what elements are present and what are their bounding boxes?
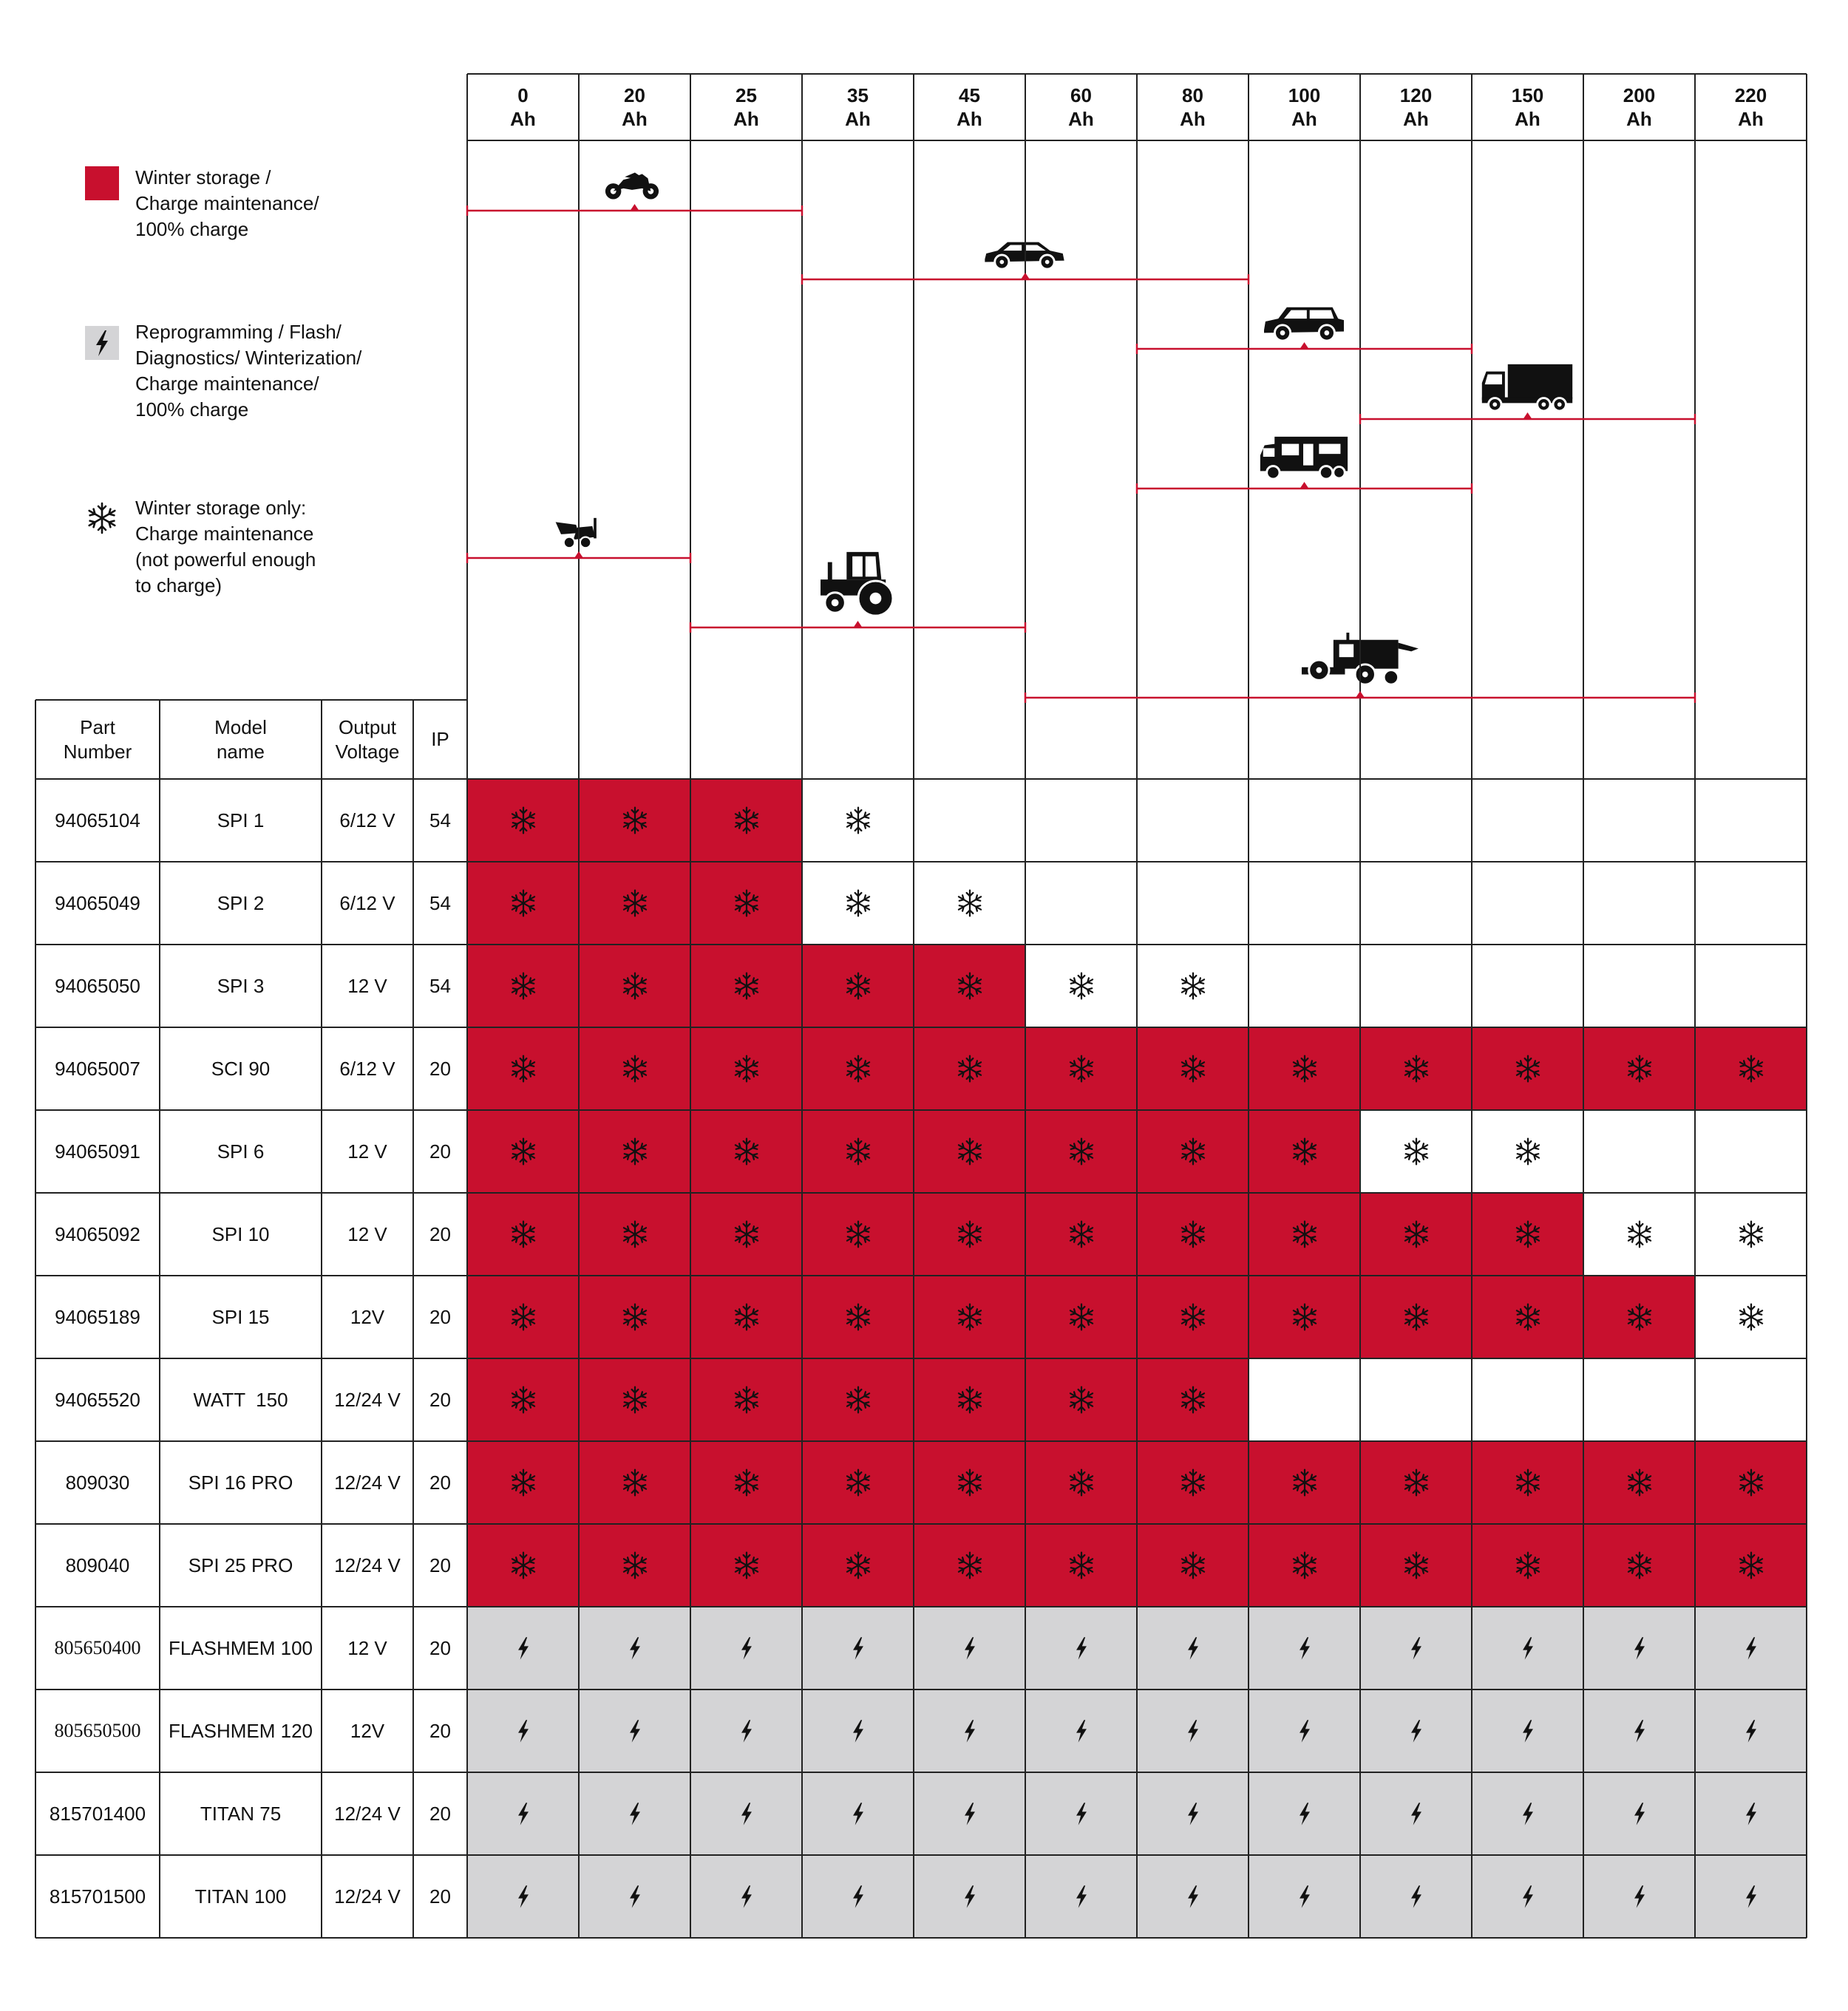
capacity-column-header: 0 Ah	[510, 84, 536, 130]
output-voltage-cell: 6/12 V	[339, 891, 395, 914]
output-voltage-cell: 12 V	[347, 1140, 387, 1163]
model-name-cell: SPI 3	[217, 974, 265, 997]
model-name-cell: FLASHMEM 100	[168, 1636, 313, 1659]
capacity-column-header: 100 Ah	[1288, 84, 1321, 130]
capacity-column-header: 150 Ah	[1511, 84, 1544, 130]
output-voltage-cell: 12/24 V	[334, 1885, 401, 1908]
ip-cell: 20	[429, 1057, 451, 1080]
ip-cell: 54	[429, 891, 451, 914]
ip-cell: 20	[429, 1140, 451, 1163]
model-name-cell: SPI 10	[211, 1222, 270, 1245]
output-voltage-cell: 12 V	[347, 1222, 387, 1245]
model-name-cell: FLASHMEM 120	[168, 1719, 313, 1742]
part-number-cell: 815701400	[49, 1802, 146, 1825]
model-name-cell: TITAN 100	[194, 1885, 287, 1908]
capacity-column-header: 200 Ah	[1623, 84, 1656, 130]
header-output-voltage: Output Voltage	[335, 715, 400, 763]
ip-cell: 20	[429, 1388, 451, 1411]
model-name-cell: SCI 90	[211, 1057, 271, 1080]
model-name-cell: SPI 15	[211, 1305, 270, 1328]
ip-cell: 20	[429, 1885, 451, 1908]
legend-grey-text: Reprogramming / Flash/ Diagnostics/ Winterization/ Charge maintenance/ 100% charge	[135, 321, 362, 421]
range-center-marker	[1021, 273, 1030, 279]
output-voltage-cell: 12 V	[347, 974, 387, 997]
model-name-cell: SPI 25 PRO	[188, 1554, 293, 1576]
range-center-marker	[1523, 412, 1532, 419]
header-ip: IP	[431, 728, 449, 750]
part-number-cell: 94065091	[55, 1140, 140, 1163]
legend-snowflake-text: Winter storage only: Charge maintenance (not powerful enough to charge)	[135, 497, 316, 596]
part-number-cell: 94065189	[55, 1305, 140, 1328]
output-voltage-cell: 12/24 V	[334, 1802, 401, 1825]
output-voltage-cell: 12/24 V	[334, 1554, 401, 1576]
legend-red-text: Winter storage / Charge maintenance/ 100% charge	[135, 166, 319, 240]
ip-cell: 20	[429, 1802, 451, 1825]
capacity-column-header: 220 Ah	[1734, 84, 1767, 130]
range-center-marker	[631, 204, 639, 211]
ip-cell: 20	[429, 1471, 451, 1494]
model-name-cell: TITAN 75	[200, 1802, 282, 1825]
ip-cell: 54	[429, 974, 451, 997]
range-center-marker	[574, 551, 583, 558]
ip-cell: 54	[429, 809, 451, 831]
part-number-cell: 815701500	[49, 1885, 146, 1908]
header-model-name: Model name	[214, 715, 267, 763]
part-number-cell: 805650400	[54, 1637, 141, 1658]
part-number-cell: 94065104	[55, 809, 140, 831]
range-center-marker	[1300, 342, 1309, 349]
output-voltage-cell: 12V	[350, 1305, 385, 1328]
output-voltage-cell: 12/24 V	[334, 1471, 401, 1494]
ip-cell: 20	[429, 1636, 451, 1659]
ip-cell: 20	[429, 1554, 451, 1576]
output-voltage-cell: 6/12 V	[339, 1057, 395, 1080]
part-number-cell: 94065092	[55, 1222, 140, 1245]
model-name-cell: SPI 16 PRO	[188, 1471, 293, 1494]
model-name-cell: SPI 6	[217, 1140, 265, 1163]
ip-cell: 20	[429, 1305, 451, 1328]
header-part-number: Part Number	[63, 715, 132, 763]
part-number-cell: 94065049	[55, 891, 140, 914]
part-number-cell: 809030	[65, 1471, 130, 1494]
part-number-cell: 805650500	[54, 1720, 141, 1741]
part-number-cell: 94065007	[55, 1057, 140, 1080]
part-number-cell: 809040	[65, 1554, 130, 1576]
output-voltage-cell: 12/24 V	[334, 1388, 401, 1411]
part-number-cell: 94065520	[55, 1388, 140, 1411]
capacity-column-header: 25 Ah	[733, 84, 759, 130]
capacity-column-header: 45 Ah	[957, 84, 982, 130]
capacity-column-header: 35 Ah	[845, 84, 871, 130]
model-name-cell: WATT 150	[193, 1388, 288, 1411]
ip-cell: 20	[429, 1719, 451, 1742]
range-center-marker	[1356, 691, 1365, 698]
model-name-cell: SPI 2	[217, 891, 265, 914]
output-voltage-cell: 12 V	[347, 1636, 387, 1659]
model-name-cell: SPI 1	[217, 809, 265, 831]
range-center-marker	[854, 621, 863, 627]
capacity-column-header: 60 Ah	[1068, 84, 1094, 130]
capacity-column-header: 120 Ah	[1399, 84, 1433, 130]
part-number-cell: 94065050	[55, 974, 140, 997]
output-voltage-cell: 12V	[350, 1719, 385, 1742]
output-voltage-cell: 6/12 V	[339, 809, 395, 831]
capacity-column-header: 80 Ah	[1180, 84, 1206, 130]
range-center-marker	[1300, 482, 1309, 489]
capacity-column-header: 20 Ah	[622, 84, 648, 130]
ip-cell: 20	[429, 1222, 451, 1245]
